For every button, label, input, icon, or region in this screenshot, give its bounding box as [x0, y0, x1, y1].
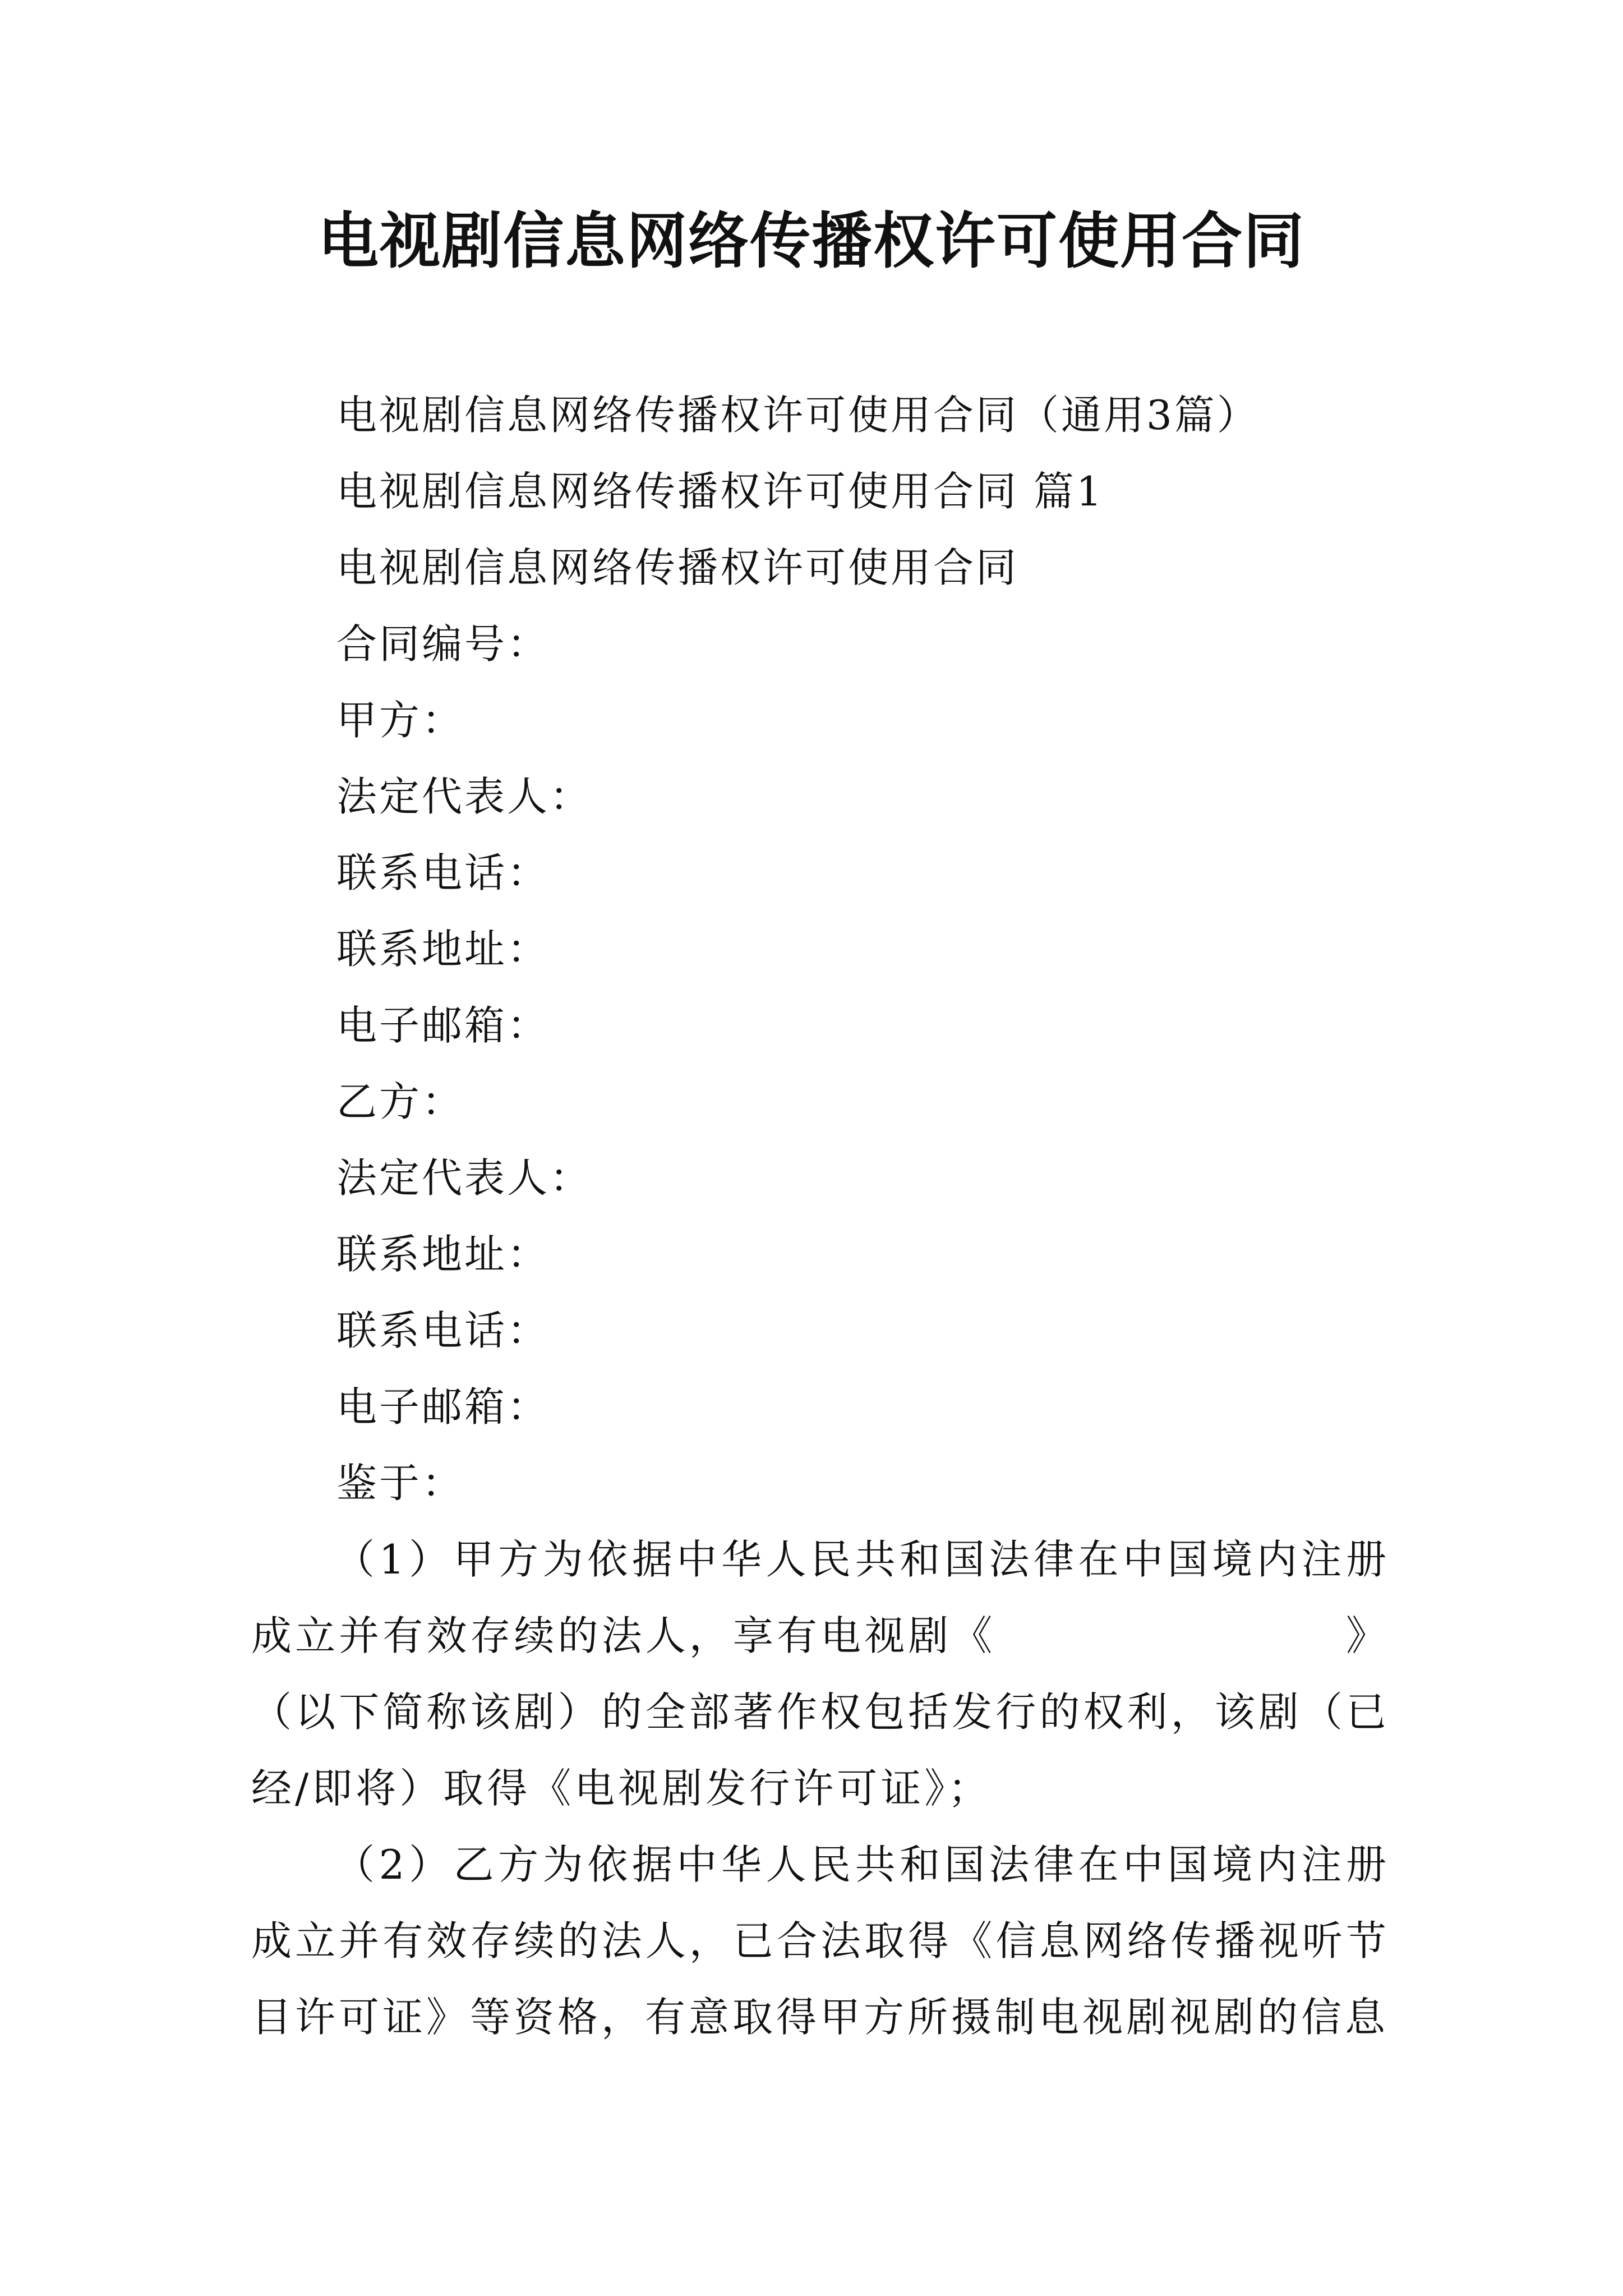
party-a-address-label: 联系地址：: [336, 926, 550, 973]
party-a-label: 甲方：: [336, 697, 465, 744]
contract-name: 电视剧信息网络传播权许可使用合同: [336, 544, 1019, 591]
party-b-address-label: 联系地址：: [336, 1231, 550, 1278]
party-a-email-label: 电子邮箱：: [336, 1002, 550, 1049]
section-heading: 电视剧信息网络传播权许可使用合同 篇1: [336, 468, 1104, 515]
party-a-phone-label: 联系电话：: [336, 849, 550, 896]
party-b-phone-label: 联系电话：: [336, 1307, 550, 1354]
party-b-representative-label: 法定代表人：: [336, 1154, 593, 1202]
party-a-representative-label: 法定代表人：: [336, 773, 593, 820]
party-b-label: 乙方：: [336, 1078, 465, 1125]
contract-number-label: 合同编号：: [336, 620, 550, 668]
whereas-label: 鉴于：: [336, 1460, 465, 1507]
party-b-email-label: 电子邮箱：: [336, 1383, 550, 1430]
document-title: 电视剧信息网络传播权许可使用合同: [317, 206, 1305, 277]
subtitle-line: 电视剧信息网络传播权许可使用合同（通用3篇）: [336, 392, 1260, 439]
whereas-clause-1: （1）甲方为依据中华人民共和国法律在中国境内注册成立并有效存续的法人，享有电视剧《 》（以下简称该剧）的全部著作权包括发行的权利，该剧（已经/即将）取得《电视剧发行许可证》；: [251, 1536, 1390, 1812]
whereas-clause-2: （2）乙方为依据中华人民共和国法律在中国境内注册成立并有效存续的法人，已合法取得《信息网络传播视听节目许可证》等资格，有意取得甲方所摄制电视剧视剧的信息: [251, 1841, 1390, 2041]
